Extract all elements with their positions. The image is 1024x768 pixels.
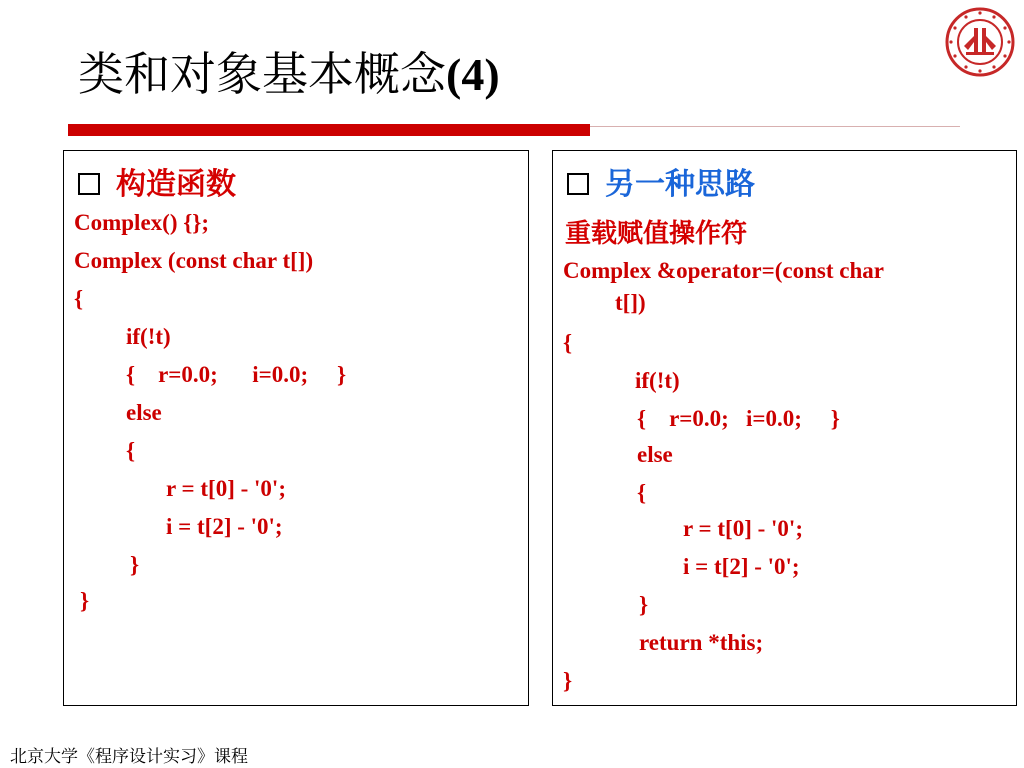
code-line: r = t[0] - '0'; <box>166 476 286 501</box>
code-line: t[]) <box>615 290 646 315</box>
code-line: Complex &operator=(const char <box>563 258 884 283</box>
code-line: { <box>126 438 136 463</box>
university-seal-icon <box>944 6 1016 78</box>
left-panel <box>63 150 529 706</box>
code-line: { <box>74 286 84 311</box>
code-line: if(!t) <box>126 324 171 349</box>
code-line: } <box>639 592 649 617</box>
code-line: else <box>126 400 162 425</box>
code-line: { r=0.0; i=0.0; } <box>126 362 347 387</box>
left-panel-heading <box>78 159 236 203</box>
code-line: } <box>80 588 90 613</box>
title-underline-bar <box>68 124 590 136</box>
slide-title <box>78 38 500 104</box>
right-panel-heading-text: 另一种思路 <box>605 167 755 202</box>
code-line: return *this; <box>639 630 764 655</box>
code-line: if(!t) <box>635 368 680 393</box>
code-line: } <box>563 668 573 693</box>
code-line: Complex() {}; <box>74 210 210 235</box>
square-bullet-icon <box>567 173 589 195</box>
code-line: r = t[0] - '0'; <box>683 516 803 541</box>
title-underline-thin-line <box>590 126 960 127</box>
code-line: { <box>563 330 573 355</box>
left-panel-heading-text: 构造函数 <box>116 167 236 202</box>
code-line: Complex (const char t[]) <box>74 248 314 273</box>
slide-footer: 北京大学《程序设计实习》课程 <box>10 747 248 767</box>
code-line: { r=0.0; i=0.0; } <box>637 406 840 431</box>
code-line: else <box>637 442 673 467</box>
right-panel <box>552 150 1017 706</box>
code-line: { <box>637 480 647 505</box>
code-line: i = t[2] - '0'; <box>166 514 283 539</box>
square-bullet-icon <box>78 173 100 195</box>
slide-title-main: 类和对象基本概念 <box>78 47 446 101</box>
right-panel-subheading: 重载赋值操作符 <box>565 219 748 249</box>
code-line: i = t[2] - '0'; <box>683 554 800 579</box>
code-line: } <box>130 552 140 577</box>
right-panel-heading <box>567 159 755 203</box>
slide-title-suffix: (4) <box>446 49 500 100</box>
